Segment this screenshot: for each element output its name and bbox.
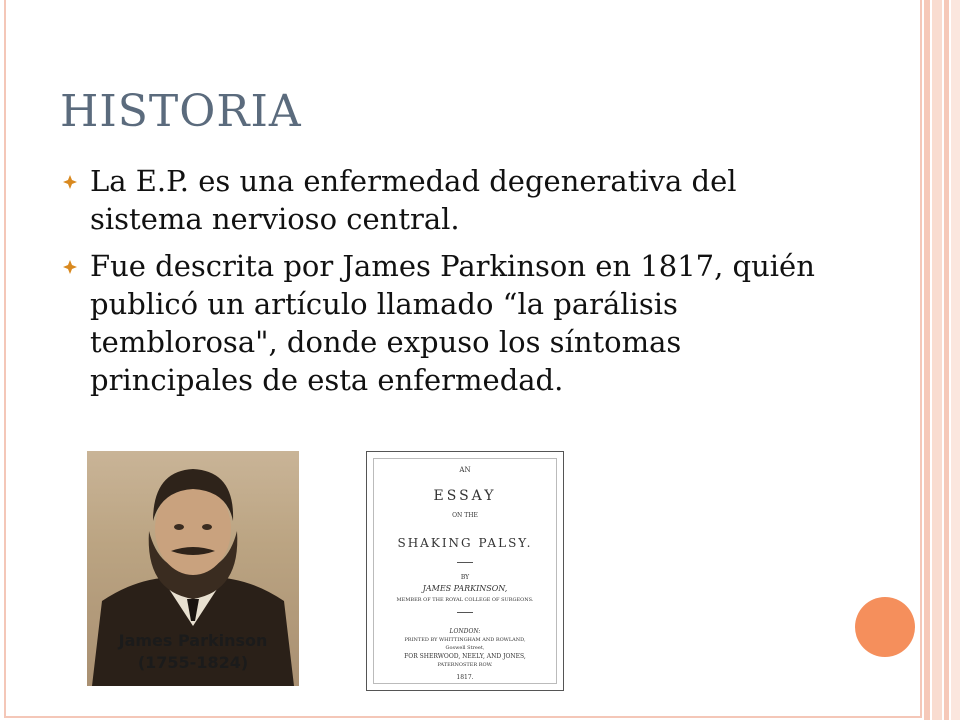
decor-stripe <box>932 0 942 720</box>
decor-stripe <box>924 0 930 720</box>
diamond-bullet-icon <box>62 174 78 190</box>
book-by: BY <box>460 574 470 581</box>
book-title: SHAKING PALSY. <box>397 536 533 550</box>
book-on-the: ON THE <box>452 512 478 519</box>
bullet-text: La E.P. es una enfermedad degenerativa del sistema nervioso central. <box>90 164 737 236</box>
portrait-years: (1755-1824) <box>137 653 249 672</box>
diamond-bullet-icon <box>62 259 78 275</box>
bullet-item <box>62 162 842 238</box>
book-essay: ESSAY <box>433 488 497 504</box>
book-rule <box>457 612 473 613</box>
book-goswell: Goswell Street, <box>445 645 485 651</box>
book-member: MEMBER OF THE ROYAL COLLEGE OF SURGEONS. <box>396 597 534 603</box>
book-title-page <box>366 451 564 691</box>
book-row: PATERNOSTER ROW. <box>437 662 493 668</box>
book-year: 1817. <box>456 674 474 681</box>
book-an: AN <box>459 466 471 474</box>
portrait-image <box>87 451 299 686</box>
book-author: JAMES PARKINSON, <box>422 584 508 593</box>
decor-stripe <box>944 0 949 720</box>
decor-stripe <box>951 0 960 720</box>
portrait-caption <box>87 630 299 674</box>
bullet-item <box>62 247 842 399</box>
book-printed: PRINTED BY WHITTINGHAM AND ROWLAND, <box>404 637 526 643</box>
accent-circle <box>855 597 915 657</box>
portrait-name: James Parkinson <box>118 631 268 650</box>
book-for: FOR SHERWOOD, NEELY, AND JONES, <box>404 653 526 660</box>
bullet-text: Fue descrita por James Parkinson en 1817, quién publicó un artículo llamado “la parálisis temblorosa", donde expuso los síntomas principales de esta enfermedad. <box>90 249 815 397</box>
book-london: LONDON: <box>449 628 481 635</box>
slide-title: HISTORIA <box>60 86 302 137</box>
bullet-list <box>62 162 842 408</box>
book-rule <box>457 562 473 563</box>
